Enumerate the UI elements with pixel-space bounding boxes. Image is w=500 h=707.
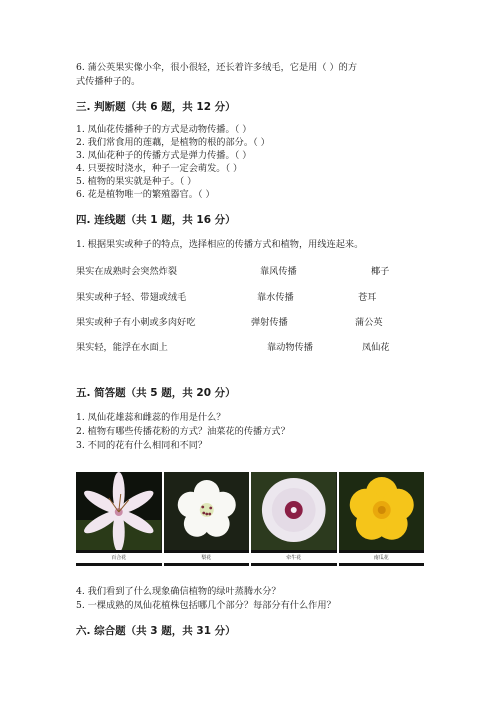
sa-item-3: 3. 不同的花有什么相同和不同？ [76, 440, 208, 451]
morning-glory-image [251, 472, 337, 550]
match-middle-3: 弹射传播 [251, 317, 288, 328]
tf-item-4: 4. 只要按时浇水，种子一定会萌发。（ ） [76, 163, 243, 174]
lily-caption: 百合花 [76, 553, 162, 563]
tf-item-1: 1. 凤仙花传播种子的方式是动物传播。（ ） [76, 124, 252, 135]
match-left-3: 果实或种子有小刺或多肉好吃 [76, 317, 196, 328]
morning-glory-caption: 牵牛花 [251, 553, 337, 563]
section4-title: 四. 连线题（共 1 题，共 16 分） [76, 214, 236, 226]
match-right-3: 蒲公英 [355, 317, 383, 328]
pumpkin-flower-image [339, 472, 425, 550]
match-middle-2: 靠水传播 [257, 292, 294, 303]
section6-title: 六. 综合题（共 3 题，共 31 分） [76, 625, 236, 637]
q6-line2: 式传播种子的。 [76, 76, 141, 87]
lily-flower-image [76, 472, 162, 550]
match-left-4: 果实轻，能浮在水面上 [76, 342, 168, 353]
section3-title: 三. 判断题（共 6 题，共 12 分） [76, 101, 236, 113]
pear-blossom-caption: 梨花 [164, 553, 250, 563]
match-right-2: 苍耳 [358, 292, 377, 303]
match-right-4: 凤仙花 [362, 342, 390, 353]
pumpkin-flower-caption: 南瓜花 [339, 553, 425, 563]
match-middle-1: 靠风传播 [260, 266, 297, 277]
sa-item-1: 1. 凤仙花雄蕊和雌蕊的作用是什么？ [76, 412, 226, 423]
pear-blossom-photo [164, 472, 250, 566]
tf-item-3: 3. 凤仙花种子的传播方式是弹力传播。（ ） [76, 150, 252, 161]
match-middle-4: 靠动物传播 [267, 342, 313, 353]
match-left-2: 果实或种子轻、带翅或绒毛 [76, 292, 187, 303]
sa-item-4: 4. 我们看到了什么现象确信植物的绿叶蒸腾水分？ [76, 586, 281, 597]
pear-blossom-image [164, 472, 250, 550]
sa-item-5: 5. 一棵成熟的凤仙花植株包括哪几个部分？每部分有什么作用？ [76, 600, 336, 611]
tf-item-2: 2. 我们常食用的莲藕，是植物的根的部分。（ ） [76, 137, 270, 148]
matching-instruction: 1. 根据果实或种子的特点，选择相应的传播方式和植物，用线连起来。 [76, 239, 364, 250]
pumpkin-flower-photo [339, 472, 425, 566]
match-left-1: 果实在成熟时会突然炸裂 [76, 266, 178, 277]
sa-item-2: 2. 植物有哪些传播花粉的方式？油菜花的传播方式？ [76, 426, 290, 437]
lily-photo [76, 472, 162, 566]
section5-title: 五. 简答题（共 5 题，共 20 分） [76, 387, 236, 399]
flower-photo-strip [76, 472, 424, 566]
tf-item-5: 5. 植物的果实就是种子。（ ） [76, 176, 197, 187]
morning-glory-photo [251, 472, 337, 566]
match-right-1: 椰子 [371, 266, 390, 277]
tf-item-6: 6. 花是植物唯一的繁殖器官。（ ） [76, 189, 215, 200]
q6-line1: 6. 蒲公英果实像小伞，很小很轻，还长着许多绒毛，它是用（ ）的方 [76, 62, 358, 73]
